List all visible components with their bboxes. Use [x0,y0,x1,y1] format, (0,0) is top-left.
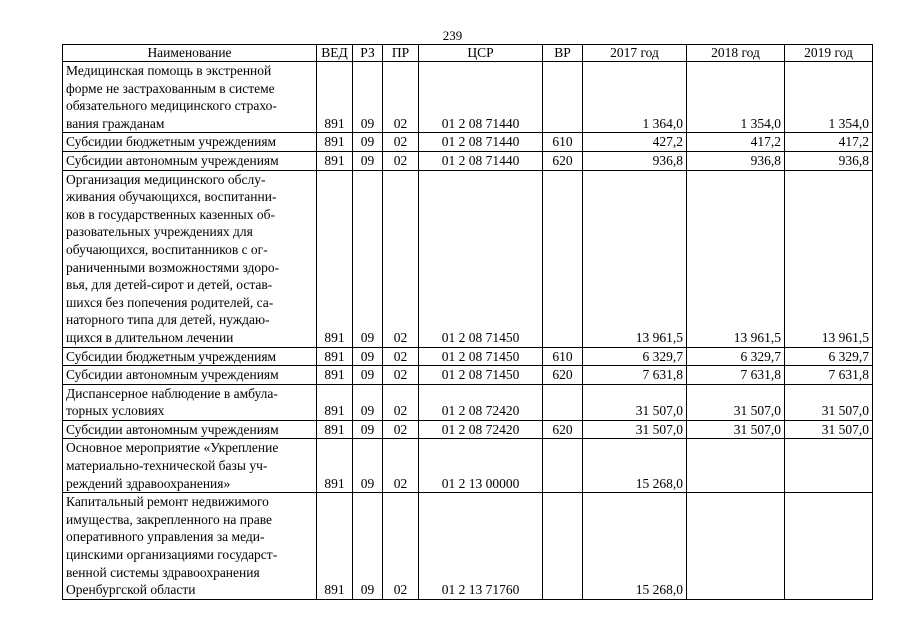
cell-pr: 02 [383,366,419,385]
name-line: Медицинская помощь в экстренной [66,63,272,78]
name-line: шихся без попечения родителей, са- [66,294,274,310]
name-line: живания обучающихся, воспитанни- [66,189,277,205]
name-line: Капитальный ремонт недвижимого [66,494,269,510]
table-row [63,420,873,439]
cell-csr: 01 2 08 71450 [419,347,543,366]
name-line: имущества, закрепленного на праве [66,511,273,527]
header-name: Наименование [63,45,317,62]
cell-2017: 936,8 [583,151,687,170]
name-line: Диспансерное наблюдение в амбула- [66,385,278,401]
name-line: обязательного медицинского страхо- [66,98,277,114]
header-ved: ВЕД [317,45,353,62]
name-line: разовательных учреждениях для [66,224,253,240]
cell-vr [543,62,583,133]
cell-vr [543,439,583,493]
cell-ved: 891 [317,384,353,420]
cell-2018: 936,8 [687,151,785,170]
cell-name [63,439,317,493]
cell-vr: 620 [543,420,583,439]
header-csr: ЦСР [419,45,543,62]
cell-ved: 891 [317,439,353,493]
cell-vr: 620 [543,366,583,385]
cell-rz: 09 [353,133,383,152]
name-line: наторного типа для детей, нуждаю- [66,312,270,328]
cell-2018 [687,439,785,493]
header-vr: ВР [543,45,583,62]
cell-rz: 09 [353,439,383,493]
cell-2018: 13 961,5 [687,170,785,347]
table-row [63,170,873,347]
name-line: венной системы здравоохранения [66,564,260,580]
cell-2019: 31 507,0 [785,384,873,420]
cell-2018: 31 507,0 [687,420,785,439]
table-body [63,62,873,600]
name-line: форме не застрахованным в системе [66,80,275,96]
cell-2017: 1 364,0 [583,62,687,133]
cell-csr: 01 2 08 71440 [419,151,543,170]
name-line: Субсидии бюджетным учреждениям [66,348,277,364]
table-row [63,62,873,133]
cell-2019: 417,2 [785,133,873,152]
cell-vr [543,493,583,600]
header-2018: 2018 год [687,45,785,62]
cell-pr: 02 [383,439,419,493]
cell-2017: 427,2 [583,133,687,152]
name-line: Организация медицинского обслу- [66,171,266,187]
table-row [63,347,873,366]
cell-pr: 02 [383,62,419,133]
cell-vr [543,384,583,420]
table-row [63,366,873,385]
cell-csr: 01 2 08 72420 [419,420,543,439]
cell-2017: 31 507,0 [583,384,687,420]
cell-ved: 891 [317,420,353,439]
cell-name [63,62,317,133]
name-line: вья, для детей-сирот и детей, остав- [66,277,273,293]
budget-table [62,44,873,600]
name-line: Субсидии бюджетным учреждениям [66,134,277,150]
page-number: 239 [442,28,463,43]
cell-2018: 6 329,7 [687,347,785,366]
name-line: материально-технической базы уч- [66,458,268,474]
cell-ved: 891 [317,133,353,152]
cell-rz: 09 [353,151,383,170]
cell-2018: 1 354,0 [687,62,785,133]
cell-2019: 13 961,5 [785,170,873,347]
cell-name [63,384,317,420]
cell-2017: 6 329,7 [583,347,687,366]
cell-ved: 891 [317,151,353,170]
cell-2018: 417,2 [687,133,785,152]
cell-2018: 31 507,0 [687,384,785,420]
cell-rz: 09 [353,170,383,347]
cell-2017: 31 507,0 [583,420,687,439]
name-line: вания гражданам [66,115,165,131]
cell-2017: 15 268,0 [583,439,687,493]
cell-rz: 09 [353,420,383,439]
cell-pr: 02 [383,170,419,347]
cell-rz: 09 [353,493,383,600]
cell-csr: 01 2 08 71440 [419,62,543,133]
cell-2019: 7 631,8 [785,366,873,385]
name-line: оперативного управления за меди- [66,529,265,545]
cell-vr: 610 [543,133,583,152]
cell-2019: 1 354,0 [785,62,873,133]
cell-ved: 891 [317,366,353,385]
cell-ved: 891 [317,170,353,347]
cell-vr [543,170,583,347]
cell-pr: 02 [383,347,419,366]
cell-name [63,151,317,170]
cell-pr: 02 [383,133,419,152]
cell-2017: 13 961,5 [583,170,687,347]
cell-2019 [785,439,873,493]
cell-rz: 09 [353,366,383,385]
cell-2019: 936,8 [785,151,873,170]
cell-pr: 02 [383,384,419,420]
cell-vr: 620 [543,151,583,170]
cell-ved: 891 [317,347,353,366]
cell-csr: 01 2 08 71450 [419,170,543,347]
cell-name [63,170,317,347]
header-2019: 2019 год [785,45,873,62]
name-line: щихся в длительном лечении [66,329,234,345]
cell-2019: 31 507,0 [785,420,873,439]
table-row [63,384,873,420]
cell-name [63,493,317,600]
table-row [63,493,873,600]
cell-ved: 891 [317,62,353,133]
cell-pr: 02 [383,151,419,170]
cell-ved: 891 [317,493,353,600]
cell-2019: 6 329,7 [785,347,873,366]
cell-csr: 01 2 13 71760 [419,493,543,600]
cell-pr: 02 [383,493,419,600]
table-row [63,439,873,493]
name-line: торных условиях [66,403,165,419]
table-row [63,151,873,170]
table-header-row [63,45,873,62]
cell-2018 [687,493,785,600]
cell-2019 [785,493,873,600]
cell-2017: 15 268,0 [583,493,687,600]
name-line: обучающихся, воспитанников с ог- [66,241,268,257]
cell-name [63,133,317,152]
header-2017: 2017 год [583,45,687,62]
cell-name [63,420,317,439]
cell-vr: 610 [543,347,583,366]
name-line: Основное мероприятие «Укрепление [66,440,279,456]
cell-csr: 01 2 08 71450 [419,366,543,385]
cell-2018: 7 631,8 [687,366,785,385]
name-line: реждений здравоохранения» [66,475,231,491]
cell-rz: 09 [353,62,383,133]
name-line: Субсидии автономным учреждениям [66,421,279,437]
header-rz: РЗ [353,45,383,62]
cell-csr: 01 2 13 00000 [419,439,543,493]
name-line: Оренбургской области [66,582,196,598]
name-line: ков в государственных казенных об- [66,206,275,222]
cell-rz: 09 [353,384,383,420]
name-line: Субсидии автономным учреждениям [66,152,279,168]
cell-csr: 01 2 08 72420 [419,384,543,420]
name-line: Субсидии автономным учреждениям [66,367,279,383]
name-line: цинскими организациями государст- [66,547,278,563]
cell-name [63,347,317,366]
cell-2017: 7 631,8 [583,366,687,385]
cell-csr: 01 2 08 71440 [419,133,543,152]
name-line: раниченными возможностями здоро- [66,259,280,275]
cell-rz: 09 [353,347,383,366]
header-pr: ПР [383,45,419,62]
cell-name [63,366,317,385]
cell-pr: 02 [383,420,419,439]
table-row [63,133,873,152]
